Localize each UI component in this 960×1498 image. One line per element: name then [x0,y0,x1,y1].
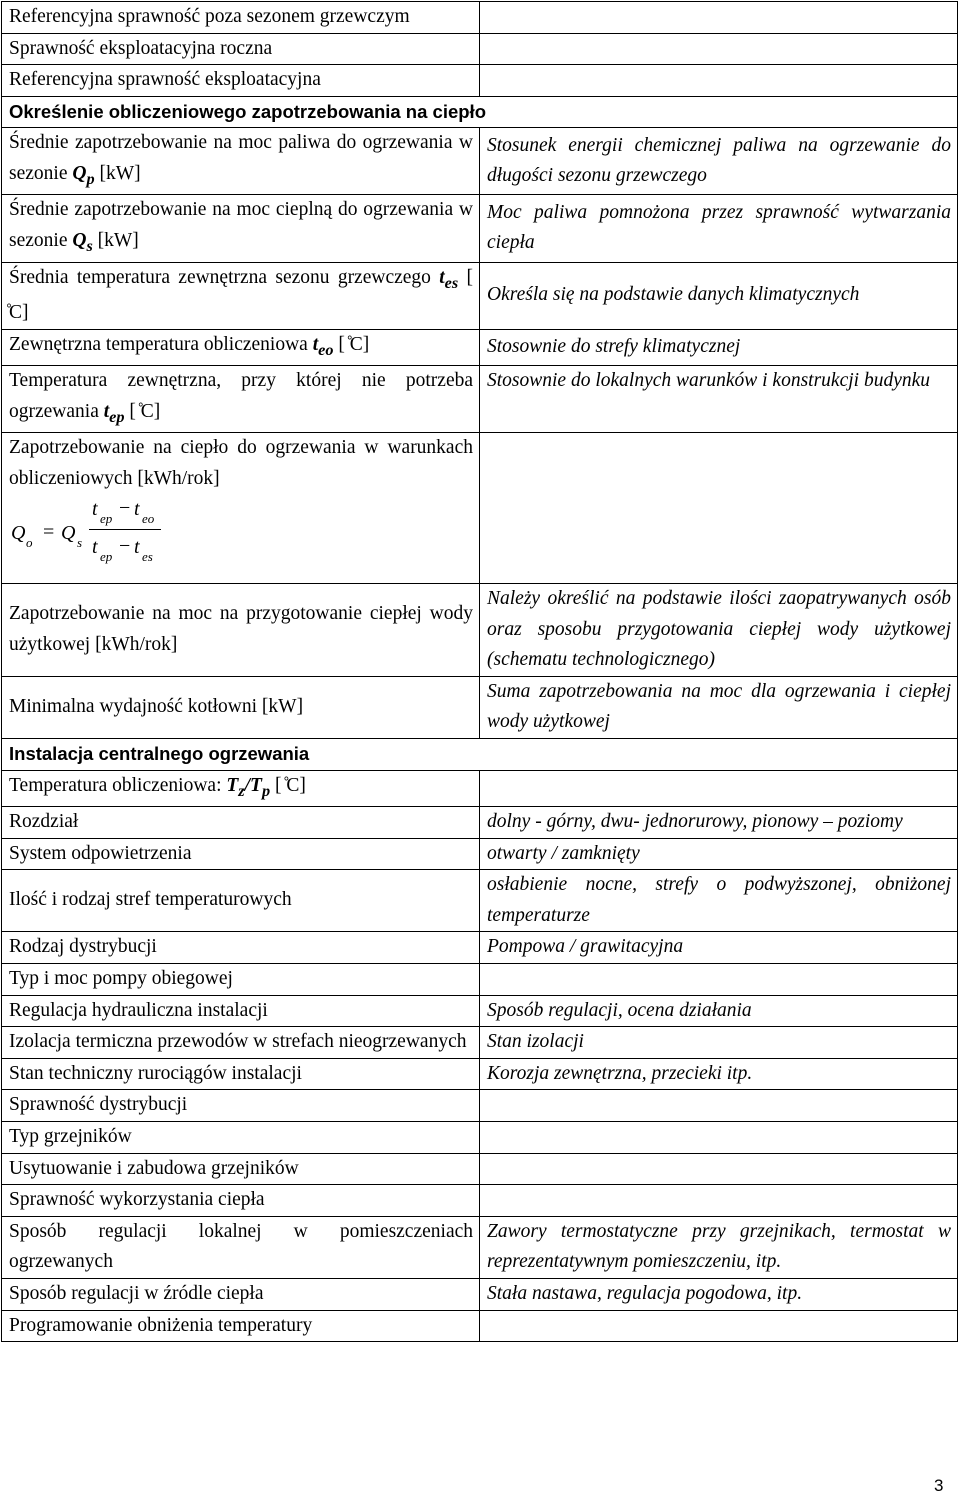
row-label: Sprawność wykorzystania ciepła [2,1185,480,1217]
table-row [2,963,958,995]
table-row [2,583,958,676]
row-note: Pompowa / grawitacyjna [480,932,958,964]
row-note: Zawory termostatyczne przy grzejnikach, termostat w reprezentatywnym pomieszczeniu, itp. [480,1216,958,1278]
row-label: Regulacja hydrauliczna instalacji [2,995,480,1027]
row-note: Sposób regulacji, ocena działania [480,995,958,1027]
row-note: Stosunek energii chemicznej paliwa na ogrzewanie do długości sezonu grzewczego [480,128,958,195]
table-row [2,329,958,365]
row-note: Korozja zewnętrzna, przecieki itp. [480,1058,958,1090]
row-note [480,1153,958,1185]
row-label: Sposób regulacji lokalnej w pomieszczeniach ogrzewanych [2,1216,480,1278]
table-row [2,1278,958,1310]
row-label: Sprawność dystrybucji [2,1090,480,1122]
table-row [2,366,958,433]
row-label: Sprawność eksploatacyjna roczna [2,33,480,65]
table-row [2,995,958,1027]
row-note: Stosownie do lokalnych warunków i konstrukcji budynku [480,366,958,433]
row-note [480,33,958,65]
row-note [480,770,958,806]
row-label: Średnie zapotrzebowanie na moc cieplną do ogrzewania w sezonie $Q_s$ [kW] [2,195,480,262]
row-label: Typ grzejników [2,1121,480,1153]
table-row [2,1058,958,1090]
row-label: Zapotrzebowanie na ciepło do ogrzewania w warunkach obliczeniowych [kWh/rok] Q o = Q s t ep − t eo t ep − t es [2,433,480,584]
row-note [480,2,958,34]
row-note: Moc paliwa pomnożona przez sprawność wytwarzania ciepła [480,195,958,262]
table-row [2,1216,958,1278]
row-label: Rozdział [2,807,480,839]
row-note [480,65,958,97]
row-label: Typ i moc pompy obiegowej [2,963,480,995]
row-label: Minimalna wydajność kotłowni [kW] [2,676,480,738]
row-label: Temperatura obliczeniowa: $T_z/T_p$ [ ̊C] [2,770,480,806]
row-note [480,963,958,995]
row-note: Stosownie do strefy klimatycznej [480,329,958,365]
table-row [2,433,958,584]
row-label: Temperatura zewnętrzna, przy której nie potrzeba ogrzewania $t_{ep}$ [ ̊C] [2,366,480,433]
section-header-row [2,738,958,770]
page-number: 3 [934,1476,944,1495]
table-row [2,1310,958,1342]
row-note: Stan izolacji [480,1027,958,1059]
fraction-bar [89,529,161,530]
table-row [2,262,958,329]
section-header-demand: Określenie obliczeniowego zapotrzebowania na ciepło [2,96,958,128]
table-row [2,676,958,738]
row-label: Sposób regulacji w źródle ciepła [2,1278,480,1310]
table-row [2,1153,958,1185]
row-label: Ilość i rodzaj stref temperaturowych [2,870,480,932]
data-table [1,1,958,1342]
table-row [2,870,958,932]
row-label: Średnie zapotrzebowanie na moc paliwa do ogrzewania w sezonie $Q_p$ [kW] [2,128,480,195]
row-label: System odpowietrzenia [2,838,480,870]
table-row [2,1121,958,1153]
row-label: Rodzaj dystrybucji [2,932,480,964]
table-row [2,128,958,195]
row-label: Izolacja termiczna przewodów w strefach nieogrzewanych [2,1027,480,1059]
row-label: Stan techniczny rurociągów instalacji [2,1058,480,1090]
heating-demand-formula: Q o = Q s t ep − t eo t ep − t es [9,494,209,572]
section-header-row [2,96,958,128]
table-row [2,1027,958,1059]
row-note: Stała nastawa, regulacja pogodowa, itp. [480,1278,958,1310]
row-note [480,1310,958,1342]
row-note [480,433,958,584]
table-row [2,770,958,806]
table-row [2,195,958,262]
row-note: Należy określić na podstawie ilości zaopatrywanych osób oraz sposobu przygotowania ciepłej wody użytkowej (schematu technologicznego) [480,583,958,676]
table-row [2,932,958,964]
row-note: dolny - górny, dwu- jednorurowy, pionowy – poziomy [480,807,958,839]
row-label: Średnia temperatura zewnętrzna sezonu grzewczego $t_{es}$ [ ̊C] [2,262,480,329]
table-row [2,65,958,97]
row-label: Zewnętrzna temperatura obliczeniowa $t_{eo}$ [ ̊C] [2,329,480,365]
row-note: otwarty / zamknięty [480,838,958,870]
row-label: Programowanie obniżenia temperatury [2,1310,480,1342]
row-note: Określa się na podstawie danych klimatycznych [480,262,958,329]
table-row [2,2,958,34]
table-row [2,33,958,65]
section-header-heating: Instalacja centralnego ogrzewania [2,738,958,770]
row-note [480,1090,958,1122]
row-note [480,1185,958,1217]
table-row [2,838,958,870]
table-row [2,1185,958,1217]
table-row [2,1090,958,1122]
row-label: Referencyjna sprawność eksploatacyjna [2,65,480,97]
row-label: Referencyjna sprawność poza sezonem grzewczym [2,2,480,34]
row-label: Usytuowanie i zabudowa grzejników [2,1153,480,1185]
table-row [2,807,958,839]
row-note: Suma zapotrzebowania na moc dla ogrzewania i ciepłej wody użytkowej [480,676,958,738]
row-label: Zapotrzebowanie na moc na przygotowanie ciepłej wody użytkowej [kWh/rok] [2,583,480,676]
row-note [480,1121,958,1153]
row-note: osłabienie nocne, strefy o podwyższonej, obniżonej temperaturze [480,870,958,932]
